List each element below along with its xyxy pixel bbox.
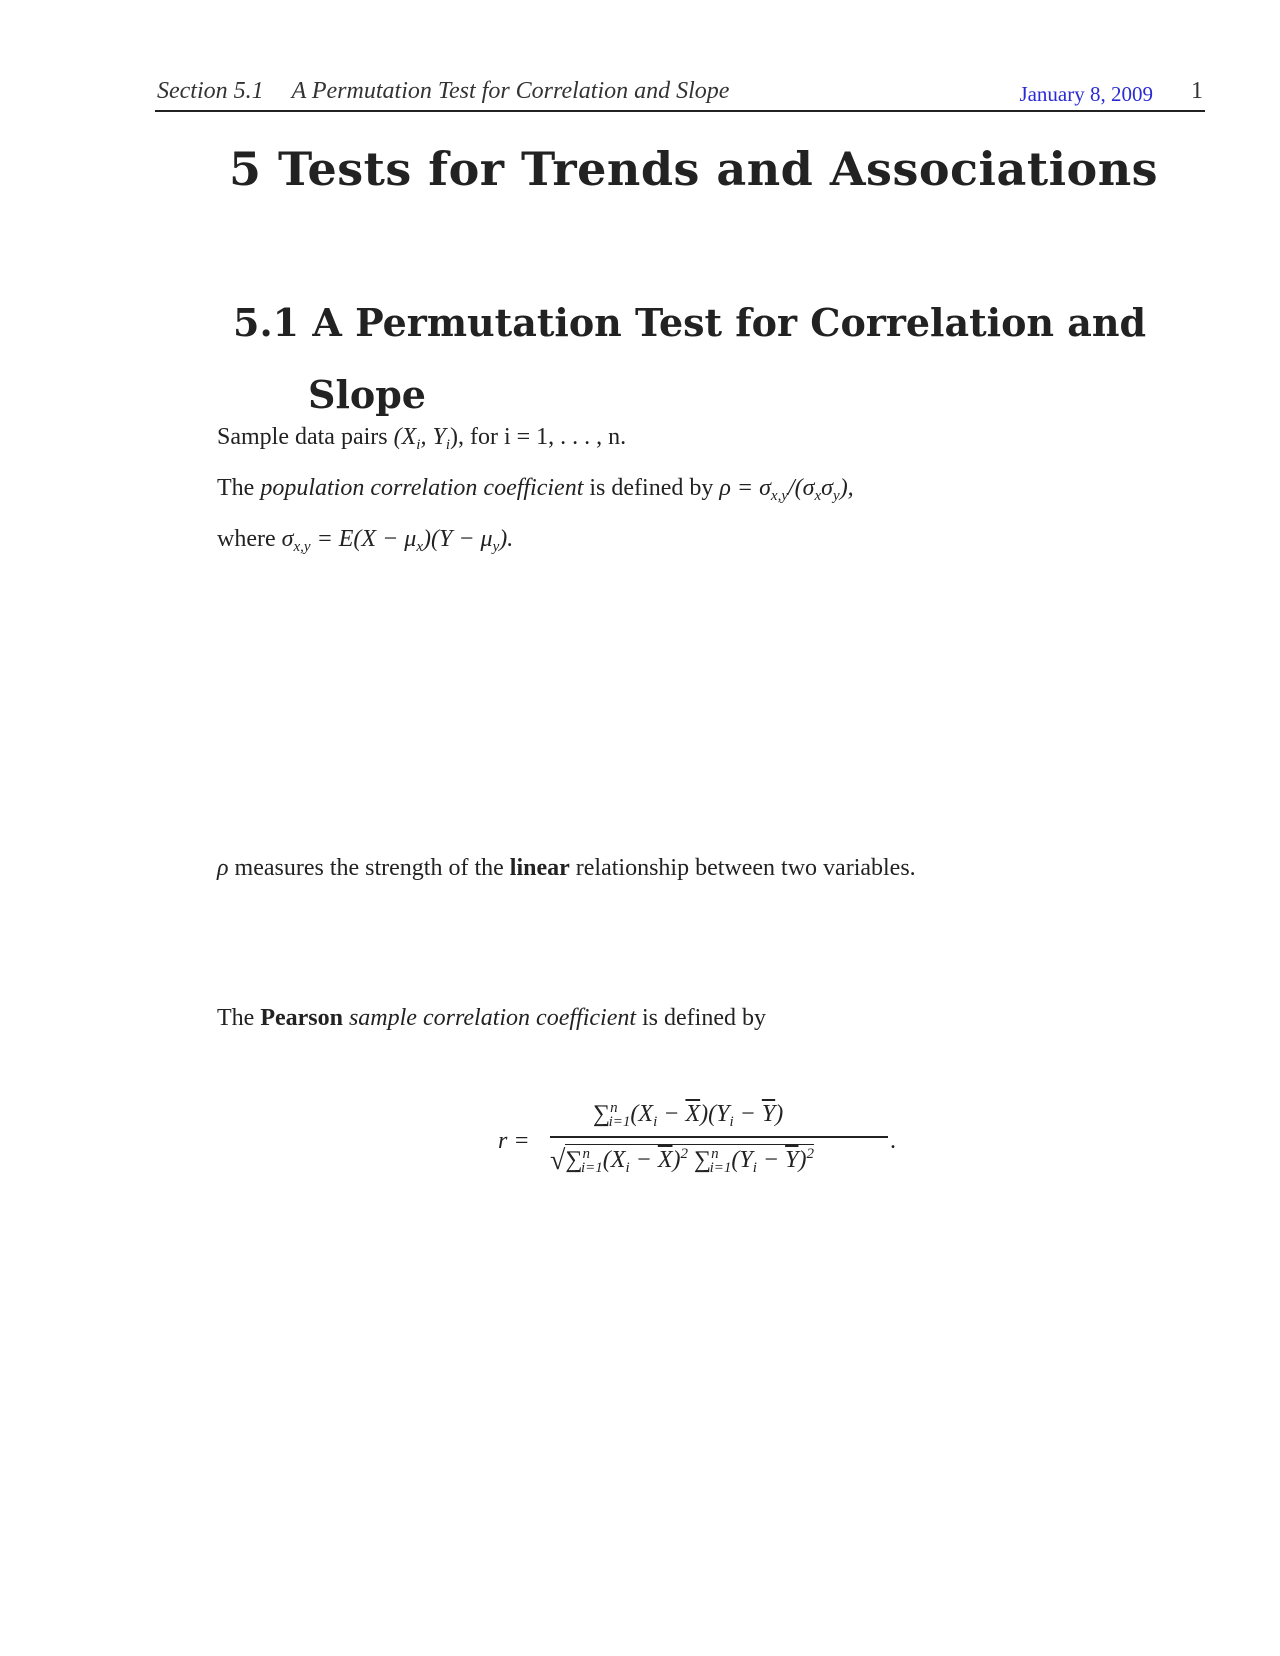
header-section bbox=[157, 78, 729, 105]
p5-term: sample correlation coefficient bbox=[348, 1005, 637, 1031]
section-title-line2: Slope bbox=[308, 372, 426, 417]
formula-lhs: r = bbox=[498, 1128, 530, 1154]
p4-lead: measures the strength of the bbox=[234, 855, 504, 881]
formula-denominator: $√\sum^n_{i=1}(X_i - \overline{X})^2$ $\sum^n_{i=1}(Y_i - \overline{Y})^2$ bbox=[550, 1145, 814, 1176]
paragraph-pearson bbox=[217, 1005, 766, 1032]
paragraph-sample-data bbox=[217, 424, 626, 454]
p2-rest: is defined by bbox=[589, 475, 714, 501]
p5-lead: The bbox=[217, 1005, 255, 1031]
paragraph-rho-meaning bbox=[217, 855, 916, 882]
p2-term: population correlation coefficient bbox=[260, 475, 584, 501]
section-title-line1: A Permutation Test for Correlation and bbox=[312, 300, 1147, 345]
p3-formula: $\sigma_{x,y} = E(X - \mu_x)(Y - \mu_y)$. bbox=[281, 526, 514, 555]
p1-pair: ($X_i$, $Y_i$ bbox=[393, 424, 450, 453]
p4-rest: relationship between two variables. bbox=[575, 855, 916, 881]
header-section-title: A Permutation Test for Correlation and Slope bbox=[291, 78, 730, 104]
chapter-title-text: Tests for Trends and Associations bbox=[278, 142, 1159, 196]
header-section-label: Section 5.1 bbox=[157, 78, 264, 104]
formula-numerator: $\sum^n_{i=1}(X_i - \overline{X})(Y_i - \overline{Y})$ bbox=[593, 1100, 784, 1130]
p1-rest: ), for i = 1, . . . , n. bbox=[449, 424, 627, 450]
formula-period: . bbox=[890, 1128, 896, 1154]
p1-lead: Sample data pairs bbox=[217, 424, 388, 450]
p2-lead: The bbox=[217, 475, 255, 501]
p5-rest: is defined by bbox=[642, 1005, 766, 1031]
p2-formula: $\rho = \sigma_{x,y}/(\sigma_x\sigma_y)$, bbox=[719, 475, 854, 504]
p4-bold: linear bbox=[509, 855, 570, 881]
chapter-number: 5 bbox=[229, 142, 262, 196]
p3-lead: where bbox=[217, 526, 276, 552]
p5-bold: Pearson bbox=[260, 1005, 343, 1031]
section-number: 5.1 bbox=[233, 300, 300, 345]
paragraph-population-correlation bbox=[217, 475, 854, 505]
paragraph-covariance bbox=[217, 526, 513, 556]
section-title bbox=[233, 287, 1153, 431]
page-number: 1 bbox=[1191, 78, 1203, 104]
header-date[interactable]: January 8, 2009 bbox=[1019, 82, 1153, 106]
running-header bbox=[155, 78, 1205, 112]
chapter-title bbox=[229, 142, 1158, 196]
sqrt-icon: √ bbox=[550, 1145, 566, 1176]
fraction-bar bbox=[550, 1136, 888, 1138]
p4-rho: ρ bbox=[217, 855, 229, 881]
